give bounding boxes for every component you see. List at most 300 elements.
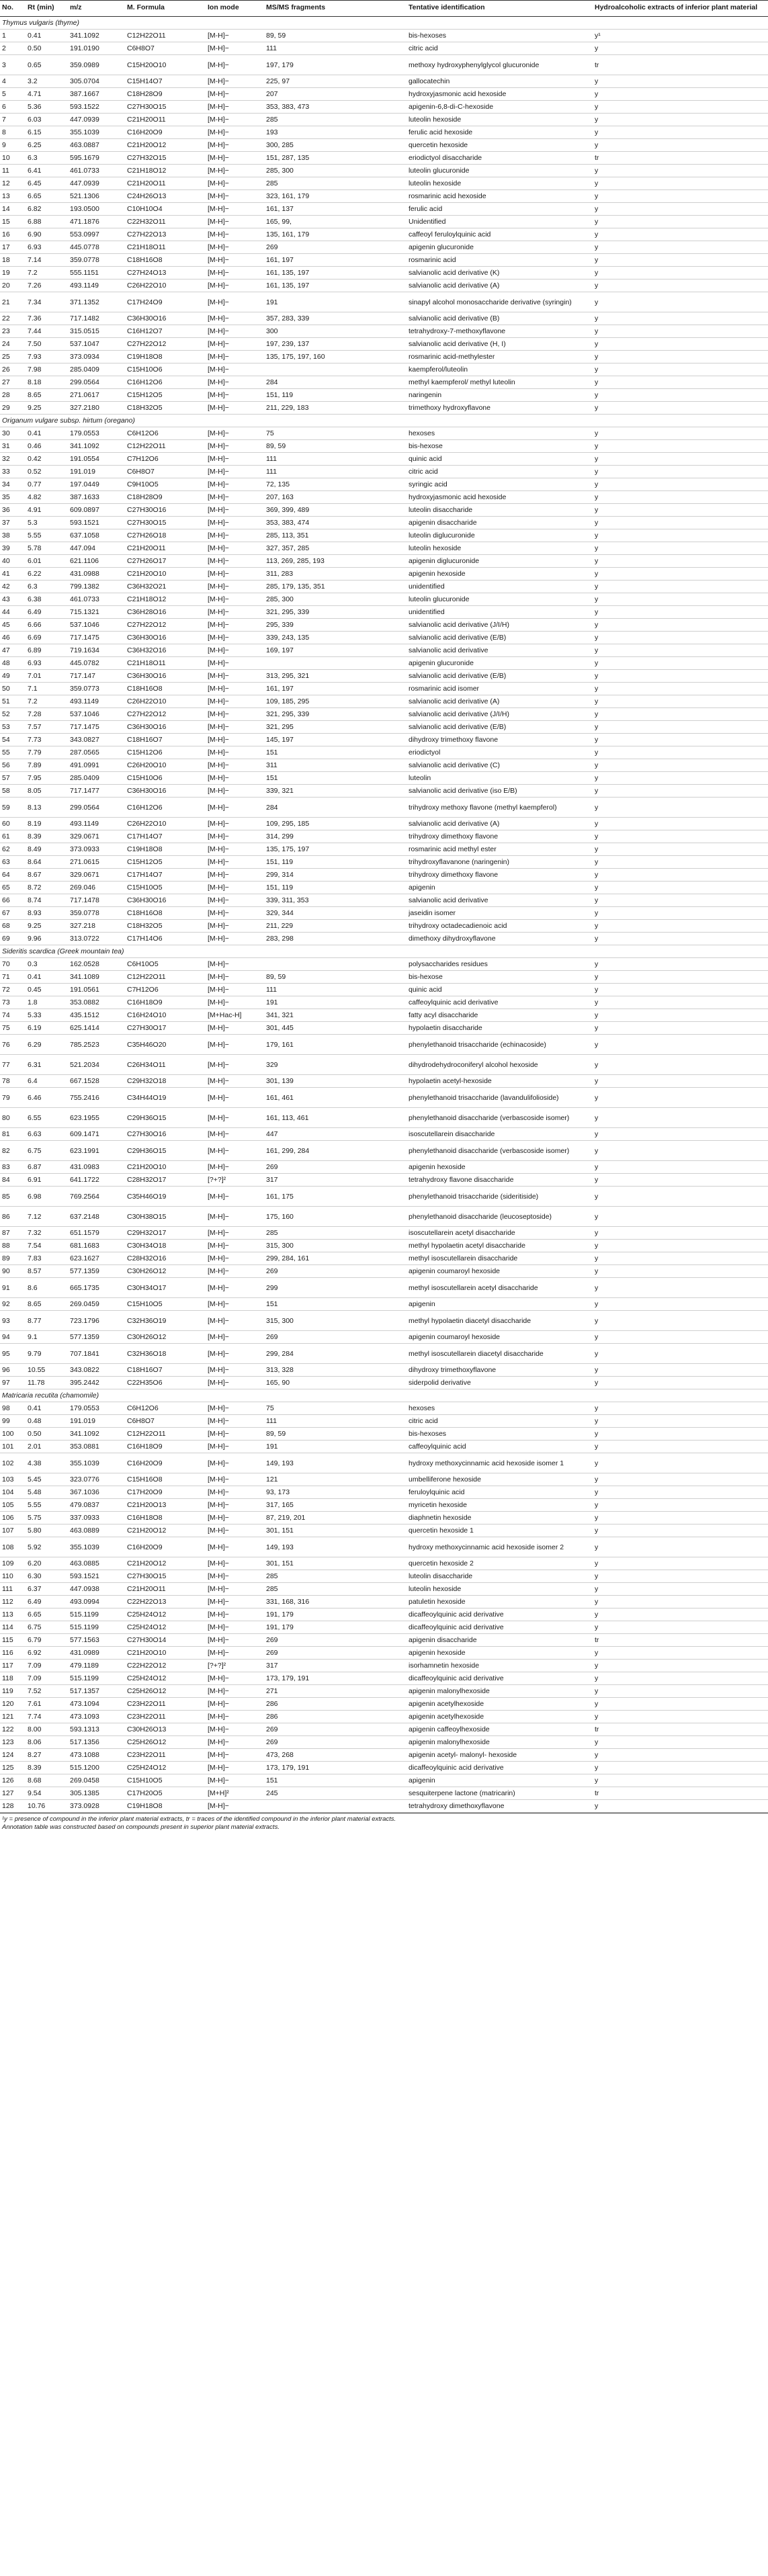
cell-presence: y (593, 818, 768, 830)
table-row (0, 1055, 768, 1075)
cell-identification: methyl hypolaetin diacetyl disaccharide (407, 1311, 593, 1331)
cell-fragments: 197, 179 (264, 55, 407, 75)
cell-mz: 353.0882 (68, 996, 125, 1009)
cell-mz: 515.1199 (68, 1672, 125, 1685)
cell-ion-mode: [M-H]− (206, 785, 264, 798)
table-row (0, 542, 768, 555)
cell-rt: 0.45 (26, 984, 68, 996)
cell-rt: 9.79 (26, 1344, 68, 1364)
cell-mz: 717.1475 (68, 632, 125, 644)
cell-ion-mode: [M-H]− (206, 759, 264, 772)
cell-ion-mode: [M-H]− (206, 504, 264, 517)
cell-ion-mode: [M-H]− (206, 1055, 264, 1075)
table-row (0, 363, 768, 376)
cell-identification: luteolin glucuronide (407, 165, 593, 177)
cell-mz: 323.0776 (68, 1473, 125, 1486)
cell-mz: 515.1199 (68, 1621, 125, 1634)
cell-identification: luteolin hexoside (407, 1583, 593, 1596)
cell-rt: 6.30 (26, 1570, 68, 1583)
cell-identification: tetrahydroxy-7-methoxyflavone (407, 325, 593, 338)
cell-rt: 4.91 (26, 504, 68, 517)
cell-mz: 447.0938 (68, 1583, 125, 1596)
cell-fragments: 269 (264, 1736, 407, 1749)
cell-ion-mode: [M-H]− (206, 203, 264, 216)
cell-presence: y (593, 907, 768, 920)
table-row (0, 593, 768, 606)
cell-ion-mode: [M-H]− (206, 568, 264, 581)
cell-mz: 179.0553 (68, 1402, 125, 1415)
cell-fragments (264, 363, 407, 376)
cell-ion-mode: [M-H]− (206, 708, 264, 721)
cell-presence: y (593, 708, 768, 721)
cell-ion-mode: [M-H]− (206, 152, 264, 165)
cell-no: 39 (0, 542, 26, 555)
cell-fragments: 197, 239, 137 (264, 338, 407, 351)
cell-rt: 6.92 (26, 1647, 68, 1660)
cell-mz: 769.2564 (68, 1187, 125, 1207)
table-row (0, 1009, 768, 1022)
cell-mz: 191.0561 (68, 984, 125, 996)
cell-no: 107 (0, 1525, 26, 1537)
cell-presence: y (593, 843, 768, 856)
cell-ion-mode: [M-H]− (206, 1298, 264, 1311)
cell-ion-mode: [M-H]− (206, 657, 264, 670)
cell-formula: C21H20O12 (125, 139, 206, 152)
cell-no: 63 (0, 856, 26, 869)
cell-formula: C18H32O5 (125, 402, 206, 415)
table-row (0, 292, 768, 312)
cell-fragments: 285 (264, 1227, 407, 1240)
cell-no: 121 (0, 1711, 26, 1723)
cell-identification: eriodictyol disaccharide (407, 152, 593, 165)
cell-no: 81 (0, 1128, 26, 1141)
table-row (0, 1537, 768, 1557)
table-row (0, 1441, 768, 1453)
table-row (0, 1525, 768, 1537)
cell-presence: y (593, 325, 768, 338)
cell-no: 53 (0, 721, 26, 734)
cell-presence: y (593, 478, 768, 491)
cell-presence: y (593, 734, 768, 746)
cell-presence: y (593, 1298, 768, 1311)
cell-ion-mode: [M-H]− (206, 75, 264, 88)
cell-no: 73 (0, 996, 26, 1009)
cell-identification: isoscutellarein disaccharide (407, 1128, 593, 1141)
cell-fragments: 72, 135 (264, 478, 407, 491)
cell-ion-mode: [M-H]− (206, 427, 264, 440)
cell-rt: 0.77 (26, 478, 68, 491)
cell-rt: 7.52 (26, 1685, 68, 1698)
cell-ion-mode: [M-H]− (206, 581, 264, 593)
table-row (0, 1344, 768, 1364)
cell-no: 87 (0, 1227, 26, 1240)
table-row (0, 1174, 768, 1187)
cell-fragments: 161, 197 (264, 683, 407, 695)
cell-ion-mode: [M-H]− (206, 280, 264, 292)
cell-identification: luteolin disaccharide (407, 504, 593, 517)
cell-presence: y¹ (593, 30, 768, 42)
cell-formula: C22H22O13 (125, 1596, 206, 1608)
cell-identification: apigenin hexoside (407, 1647, 593, 1660)
cell-formula: C21H20O11 (125, 177, 206, 190)
cell-formula: C6H8O7 (125, 1415, 206, 1428)
cell-no: 7 (0, 114, 26, 126)
table-row (0, 1749, 768, 1762)
cell-presence: y (593, 1265, 768, 1278)
cell-ion-mode: [M-H]− (206, 1473, 264, 1486)
cell-formula: C16H20O9 (125, 1453, 206, 1473)
cell-no: 59 (0, 798, 26, 818)
cell-no: 37 (0, 517, 26, 529)
table-row (0, 568, 768, 581)
cell-fragments: 329 (264, 1055, 407, 1075)
cell-fragments: 165, 90 (264, 1377, 407, 1389)
cell-formula: C22H32O11 (125, 216, 206, 228)
cell-rt: 9.25 (26, 402, 68, 415)
cell-presence: y (593, 1240, 768, 1252)
cell-ion-mode: [M-H]− (206, 312, 264, 325)
cell-fragments: 353, 383, 473 (264, 101, 407, 114)
cell-identification: apigenin-6,8-di-C-hexoside (407, 101, 593, 114)
cell-presence: y (593, 759, 768, 772)
cell-identification: apigenin coumaroyl hexoside (407, 1331, 593, 1344)
cell-mz: 623.1627 (68, 1252, 125, 1265)
cell-rt: 6.66 (26, 619, 68, 632)
cell-mz: 609.1471 (68, 1128, 125, 1141)
cell-presence: y (593, 1512, 768, 1525)
table-row (0, 1415, 768, 1428)
cell-presence: y (593, 1537, 768, 1557)
cell-presence: y (593, 491, 768, 504)
cell-no: 49 (0, 670, 26, 683)
cell-formula: C17H14O7 (125, 830, 206, 843)
cell-fragments: 283, 298 (264, 933, 407, 945)
cell-presence: y (593, 958, 768, 971)
cell-rt: 6.25 (26, 139, 68, 152)
cell-identification: luteolin hexoside (407, 114, 593, 126)
cell-fragments: 313, 328 (264, 1364, 407, 1377)
cell-identification: phenylethanoid trisaccharide (echinacoside) (407, 1035, 593, 1055)
cell-no: 57 (0, 772, 26, 785)
cell-rt: 6.49 (26, 606, 68, 619)
cell-identification: salvianolic acid derivative (iso E/B) (407, 785, 593, 798)
cell-formula: C17H14O6 (125, 933, 206, 945)
cell-no: 65 (0, 882, 26, 894)
cell-identification: rosmarinic acid (407, 254, 593, 267)
cell-formula: C12H22O11 (125, 971, 206, 984)
cell-formula: C23H22O11 (125, 1749, 206, 1762)
cell-formula: C16H18O8 (125, 1512, 206, 1525)
cell-presence: y (593, 1499, 768, 1512)
cell-fragments: 111 (264, 453, 407, 466)
cell-formula: C18H16O8 (125, 907, 206, 920)
cell-mz: 447.094 (68, 542, 125, 555)
cell-no: 6 (0, 101, 26, 114)
cell-mz: 785.2523 (68, 1035, 125, 1055)
cell-presence: y (593, 165, 768, 177)
cell-rt: 6.3 (26, 581, 68, 593)
cell-presence: y (593, 1227, 768, 1240)
cell-identification: citric acid (407, 1415, 593, 1428)
table-row (0, 1512, 768, 1525)
cell-fragments: 151, 119 (264, 882, 407, 894)
table-footnotes (0, 1813, 768, 1832)
cell-mz: 491.0991 (68, 759, 125, 772)
header-inferior-extracts: Hydroalcoholic extracts of inferior plant material (593, 1, 768, 17)
cell-formula: C10H10O4 (125, 203, 206, 216)
cell-fragments: 285 (264, 1583, 407, 1596)
cell-rt: 7.14 (26, 254, 68, 267)
cell-identification: hypolaetin disaccharide (407, 1022, 593, 1035)
cell-formula: C27H26O18 (125, 529, 206, 542)
cell-no: 70 (0, 958, 26, 971)
cell-presence: y (593, 75, 768, 88)
cell-no: 71 (0, 971, 26, 984)
cell-ion-mode: [M-H]− (206, 440, 264, 453)
table-row (0, 1088, 768, 1108)
cell-rt: 5.78 (26, 542, 68, 555)
cell-mz: 681.1683 (68, 1240, 125, 1252)
table-row (0, 759, 768, 772)
cell-no: 60 (0, 818, 26, 830)
cell-rt: 8.05 (26, 785, 68, 798)
table-row (0, 88, 768, 101)
cell-no: 93 (0, 1311, 26, 1331)
cell-ion-mode: [M-H]− (206, 529, 264, 542)
cell-fragments: 211, 229 (264, 920, 407, 933)
cell-mz: 431.0989 (68, 1647, 125, 1660)
cell-presence: y (593, 1774, 768, 1787)
cell-no: 24 (0, 338, 26, 351)
cell-identification: myricetin hexoside (407, 1499, 593, 1512)
cell-mz: 621.1106 (68, 555, 125, 568)
cell-identification: tetrahydroxy flavone disaccharide (407, 1174, 593, 1187)
cell-identification: dihydroxy trimethoxyflavone (407, 1364, 593, 1377)
cell-presence: y (593, 657, 768, 670)
table-row (0, 1298, 768, 1311)
cell-ion-mode: [M-H]− (206, 30, 264, 42)
table-row (0, 1108, 768, 1128)
cell-formula: C9H10O5 (125, 478, 206, 491)
cell-ion-mode: [M-H]− (206, 1672, 264, 1685)
table-row (0, 1621, 768, 1634)
table-row (0, 1075, 768, 1088)
cell-fragments: 207, 163 (264, 491, 407, 504)
cell-rt: 9.96 (26, 933, 68, 945)
cell-identification: phenylethanoid disaccharide (verbascoside isomer) (407, 1141, 593, 1161)
cell-presence: y (593, 721, 768, 734)
cell-identification: citric acid (407, 466, 593, 478)
cell-identification: hexoses (407, 1402, 593, 1415)
cell-rt: 6.37 (26, 1583, 68, 1596)
cell-rt: 8.00 (26, 1723, 68, 1736)
cell-fragments: 473, 268 (264, 1749, 407, 1762)
cell-formula: C30H34O17 (125, 1278, 206, 1298)
cell-fragments: 315, 300 (264, 1240, 407, 1252)
cell-presence: y (593, 504, 768, 517)
cell-rt: 0.52 (26, 466, 68, 478)
cell-fragments: 300, 285 (264, 139, 407, 152)
cell-formula: C26H34O11 (125, 1055, 206, 1075)
cell-formula: C26H22O10 (125, 818, 206, 830)
cell-formula: C21H18O11 (125, 657, 206, 670)
cell-formula: C30H26O13 (125, 1723, 206, 1736)
cell-presence: y (593, 856, 768, 869)
cell-presence: y (593, 1441, 768, 1453)
cell-formula: C18H16O8 (125, 683, 206, 695)
cell-presence: y (593, 920, 768, 933)
cell-no: 20 (0, 280, 26, 292)
cell-presence: y (593, 1128, 768, 1141)
cell-mz: 625.1414 (68, 1022, 125, 1035)
cell-rt: 0.41 (26, 30, 68, 42)
cell-formula: C27H22O12 (125, 708, 206, 721)
cell-presence: y (593, 376, 768, 389)
cell-identification: apigenin diglucuronide (407, 555, 593, 568)
cell-formula: C6H10O5 (125, 958, 206, 971)
cell-identification: citric acid (407, 42, 593, 55)
cell-identification: apigenin caffeoylhexoside (407, 1723, 593, 1736)
cell-mz: 493.1149 (68, 818, 125, 830)
cell-formula: C15H10O6 (125, 363, 206, 376)
cell-rt: 6.65 (26, 1608, 68, 1621)
cell-no: 17 (0, 241, 26, 254)
cell-ion-mode: [M-H]− (206, 746, 264, 759)
cell-formula: C27H22O12 (125, 338, 206, 351)
cell-ion-mode: [M-H]− (206, 101, 264, 114)
table-row (0, 402, 768, 415)
cell-mz: 463.0889 (68, 1525, 125, 1537)
cell-formula: C30H38O15 (125, 1207, 206, 1227)
cell-presence: y (593, 228, 768, 241)
cell-presence: y (593, 216, 768, 228)
cell-identification: apigenin glucuronide (407, 657, 593, 670)
cell-rt: 8.19 (26, 818, 68, 830)
cell-formula: C21H20O11 (125, 114, 206, 126)
cell-fragments: 339, 321 (264, 785, 407, 798)
cell-ion-mode: [M+H]² (206, 1787, 264, 1800)
cell-no: 36 (0, 504, 26, 517)
cell-mz: 755.2416 (68, 1088, 125, 1108)
cell-fragments: 269 (264, 1331, 407, 1344)
table-row (0, 971, 768, 984)
table-row (0, 1428, 768, 1441)
cell-fragments: 339, 243, 135 (264, 632, 407, 644)
cell-presence: y (593, 1685, 768, 1698)
cell-identification: gallocatechin (407, 75, 593, 88)
cell-ion-mode: [M-H]− (206, 644, 264, 657)
cell-rt: 5.55 (26, 529, 68, 542)
cell-no: 117 (0, 1660, 26, 1672)
cell-formula: C19H18O8 (125, 351, 206, 363)
cell-fragments: 285 (264, 114, 407, 126)
cell-formula: C16H24O10 (125, 1009, 206, 1022)
cell-presence: y (593, 1800, 768, 1813)
table-row (0, 338, 768, 351)
cell-identification: hexoses (407, 427, 593, 440)
cell-fragments: 191 (264, 1441, 407, 1453)
cell-no: 76 (0, 1035, 26, 1055)
cell-no: 44 (0, 606, 26, 619)
cell-no: 126 (0, 1774, 26, 1787)
cell-identification: luteolin hexoside (407, 177, 593, 190)
cell-fragments: 87, 219, 201 (264, 1512, 407, 1525)
cell-mz: 637.1058 (68, 529, 125, 542)
cell-mz: 623.1955 (68, 1108, 125, 1128)
cell-formula: C18H16O8 (125, 254, 206, 267)
table-row (0, 389, 768, 402)
cell-ion-mode: [M-H]− (206, 55, 264, 75)
cell-formula: C29H36O15 (125, 1141, 206, 1161)
cell-ion-mode: [M-H]− (206, 958, 264, 971)
table-row (0, 504, 768, 517)
cell-rt: 7.50 (26, 338, 68, 351)
cell-ion-mode: [M-H]− (206, 1227, 264, 1240)
cell-identification: salvianolic acid derivative (H, I) (407, 338, 593, 351)
table-row (0, 491, 768, 504)
cell-presence: tr (593, 152, 768, 165)
cell-mz: 359.0778 (68, 907, 125, 920)
cell-formula: C16H12O6 (125, 798, 206, 818)
cell-presence: y (593, 1596, 768, 1608)
cell-ion-mode: [M-H]− (206, 683, 264, 695)
table-row (0, 1187, 768, 1207)
cell-rt: 5.92 (26, 1537, 68, 1557)
cell-rt: 0.41 (26, 427, 68, 440)
cell-mz: 719.1634 (68, 644, 125, 657)
cell-identification: rosmarinic acid hexoside (407, 190, 593, 203)
cell-no: 124 (0, 1749, 26, 1762)
cell-formula: C27H30O15 (125, 101, 206, 114)
cell-fragments: 135, 175, 197 (264, 843, 407, 856)
cell-identification: rosmarinic acid isomer (407, 683, 593, 695)
cell-rt: 8.65 (26, 1298, 68, 1311)
table-row (0, 734, 768, 746)
cell-ion-mode: [M-H]− (206, 1364, 264, 1377)
cell-identification: ferulic acid hexoside (407, 126, 593, 139)
cell-rt: 6.63 (26, 1128, 68, 1141)
cell-formula: C27H30O16 (125, 1128, 206, 1141)
cell-identification: salvianolic acid derivative (J/I/H) (407, 708, 593, 721)
table-row (0, 478, 768, 491)
table-row (0, 30, 768, 42)
cell-mz: 593.1521 (68, 517, 125, 529)
cell-mz: 191.019 (68, 466, 125, 478)
cell-mz: 431.0988 (68, 568, 125, 581)
cell-no: 74 (0, 1009, 26, 1022)
cell-formula: C36H30O16 (125, 894, 206, 907)
cell-presence: y (593, 1331, 768, 1344)
cell-mz: 445.0778 (68, 241, 125, 254)
cell-formula: C15H12O5 (125, 389, 206, 402)
cell-ion-mode: [M-H]− (206, 856, 264, 869)
cell-mz: 269.0458 (68, 1774, 125, 1787)
cell-no: 48 (0, 657, 26, 670)
cell-ion-mode: [M-H]− (206, 1762, 264, 1774)
cell-ion-mode: [M-H]− (206, 593, 264, 606)
cell-ion-mode: [M-H]− (206, 517, 264, 529)
cell-ion-mode: [M-H]− (206, 292, 264, 312)
cell-fragments: 191 (264, 292, 407, 312)
table-row (0, 440, 768, 453)
cell-mz: 493.1149 (68, 280, 125, 292)
cell-mz: 313.0722 (68, 933, 125, 945)
cell-identification: Unidentified (407, 216, 593, 228)
table-row (0, 1252, 768, 1265)
cell-fragments: 323, 161, 179 (264, 190, 407, 203)
cell-fragments: 149, 193 (264, 1453, 407, 1473)
cell-presence: y (593, 1415, 768, 1428)
